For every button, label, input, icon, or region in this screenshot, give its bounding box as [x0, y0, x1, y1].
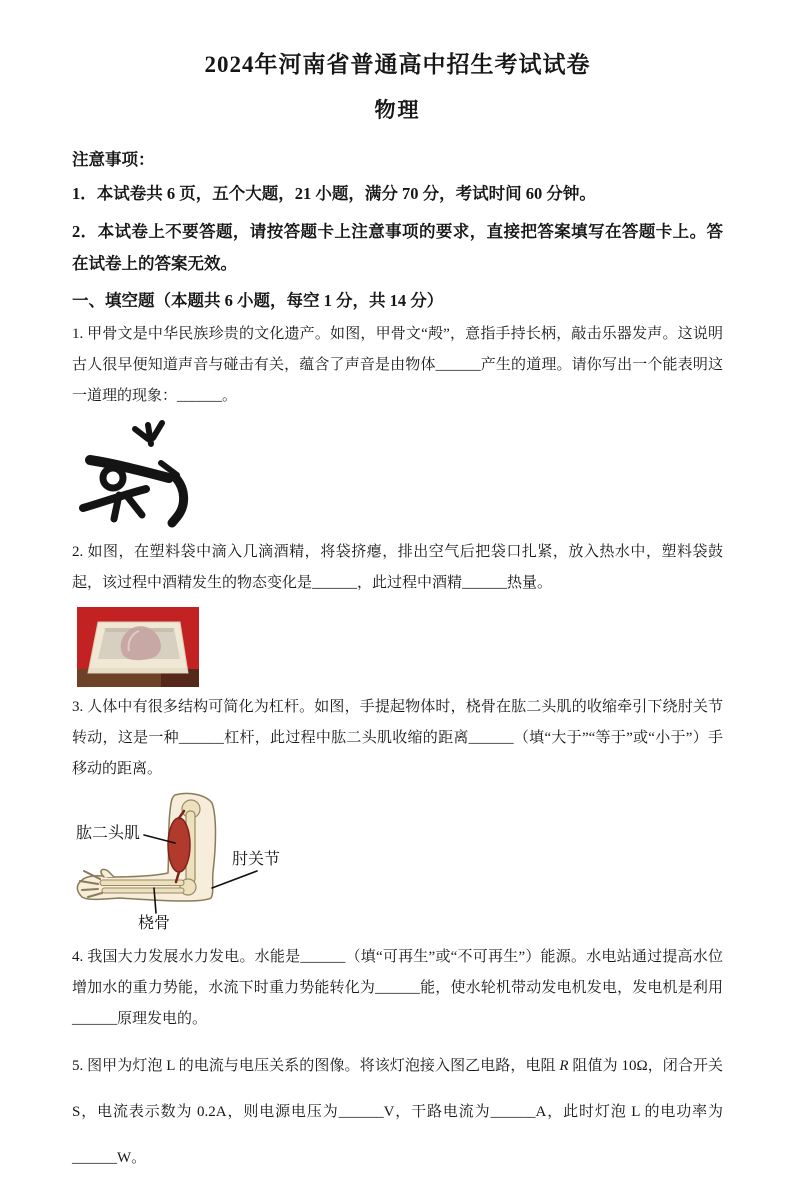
subject-title: 物理 [374, 98, 421, 122]
exam-paper-page [0, 50, 795, 1175]
page-content [0, 50, 795, 1181]
question-4 [72, 942, 723, 1035]
arm-diagram [74, 787, 374, 937]
biceps-label: 肱二头肌 [76, 825, 141, 842]
resistor-symbol: R [559, 1058, 569, 1074]
question-1 [72, 319, 723, 412]
notices-heading: 注意事项： [72, 150, 155, 169]
elbow-label-line [212, 871, 257, 888]
radius-bone [100, 880, 184, 886]
notice-item-1: 1．本试卷共 6 页，五个大题，21 小题，满分 70 分，考试时间 60 分钟。 [72, 184, 596, 203]
ulna-bone [102, 888, 184, 893]
arm-lever-figure [74, 787, 374, 937]
question-4-text: 4. 我国大力发展水力发电。水能是______（填“可再生”或“不可再生”）能源。水电站通过提高水位增加水的重力势能，水流下时重力势能转化为______能，使水轮机带动发电机发电，发电机是利用______原理发电的。 [72, 949, 723, 1027]
page-title: 2024年河南省普通高中招生考试试卷 [204, 52, 591, 77]
question-2 [72, 537, 723, 599]
radius-label: 桡骨 [138, 915, 171, 932]
elbow-label: 肘关节 [232, 851, 281, 868]
notice-item-2: 2．本试卷上不要答题，请按答题卡上注意事项的要求，直接把答案填写在答题卡上。答在试卷上的答案无效。 [72, 222, 723, 273]
question-5 [72, 1043, 723, 1181]
oracle-bone-glyph-icon [76, 416, 206, 532]
question-5-text-pre: 5. 图甲为灯泡 L 的电流与电压关系的图像。将该灯泡接入图乙电路，电阻 [72, 1058, 560, 1074]
question-1-text: 1. 甲骨文是中华民族珍贵的文化遗产。如图，甲骨文“殸”，意指手持长柄，敲击乐器发声。这说明古人很早便知道声音与碰击有关，蕴含了声音是由物体______产生的道理。请你写出一个能表明这一道理的现象：______。 [72, 326, 723, 404]
section-one-heading: 一、填空题（本题共 6 小题，每空 1 分，共 14 分） [72, 291, 444, 310]
question-3 [72, 692, 723, 785]
oracle-bone-glyph-figure [76, 416, 206, 532]
question-2-text: 2. 如图，在塑料袋中滴入几滴酒精，将袋挤瘪，排出空气后把袋口扎紧，放入热水中，塑料袋鼓起，该过程中酒精发生的物态变化是______，此过程中酒精______热量。 [72, 544, 723, 591]
plastic-bag-photo [77, 607, 199, 687]
question-3-text: 3. 人体中有很多结构可简化为杠杆。如图，手提起物体时，桡骨在肱二头肌的收缩牵引下绕肘关节转动，这是一种______杠杆，此过程中肱二头肌收缩的距离______（填“大于”“等于”或“小于”）手移动的距离。 [72, 699, 723, 777]
biceps-muscle [168, 818, 190, 872]
question-5-text-post: 阻值为 10Ω，闭合开关 S，电流表示数为 0.2A，则电源电压为______V，干路电流为______A，此时灯泡 L 的电功率为______W。 [72, 1058, 723, 1166]
plastic-bag-photo-graphic [77, 607, 199, 687]
